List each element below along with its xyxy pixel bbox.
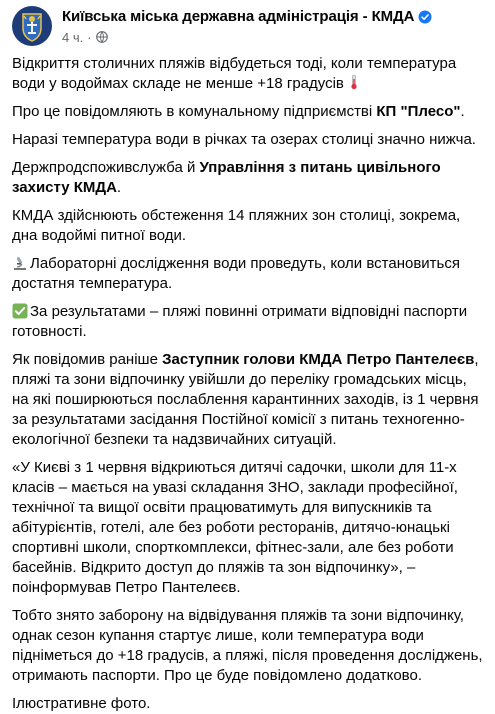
check-mark-emoji (12, 303, 28, 319)
paragraph-text: . (116, 179, 122, 196)
paragraph-text: За результатами – пляжі повинні отримати відповідні паспорти готовності. (12, 303, 468, 340)
meta-separator: · (87, 29, 92, 45)
page-avatar[interactable] (12, 6, 52, 46)
globe-icon[interactable] (96, 31, 108, 43)
header-info (62, 6, 432, 45)
kyiv-coat-of-arms-logo (12, 6, 52, 46)
paragraph (12, 158, 485, 198)
paragraph: «У Києві з 1 червня відкриються дитячі садочки, школи для 11-х класів – мається на увазі складання ЗНО, заклади професійної, технічної та вищої освіти працюватимуть для випускників та абітурієнтів, готелі, але без роботи ресторанів, дитячо-юнацькі спортивні школи, спорткомплекси, фітнес-зали, але без роботи басейнів. Відкрито доступ до пляжів та зон відпочинку», – поінформував Петро Пантелеєв. (12, 459, 458, 596)
paragraph-text: Про це повідомляють в комунальному підприємстві (12, 103, 377, 120)
paragraph: КМДА здійснюють обстеження 14 пляжних зон столиці, зокрема, дна водоймі питної води. (12, 207, 461, 244)
post-body (12, 54, 495, 714)
paragraph: Наразі температура води в річках та озерах столиці значно нижча. (12, 131, 476, 148)
paragraph (12, 102, 485, 122)
paragraph-text: Держпродспоживслужба й (12, 159, 200, 176)
paragraph (12, 302, 485, 342)
paragraph-text: . (460, 103, 465, 120)
verified-badge-icon (418, 10, 432, 24)
thermometer-emoji (347, 74, 361, 90)
bold-person-name: Заступник голови КМДА Петро Пантелеєв (162, 351, 475, 368)
post-header (12, 0, 495, 54)
bold-org-name: Управління з питань цивільного захисту КМДА (12, 159, 441, 196)
page-name-link[interactable]: Київська міська державна адміністрація - КМДА (62, 8, 415, 25)
paragraph-text: Як повідомив раніше (12, 351, 163, 368)
paragraph-text: Відкриття столичних пляжів відбудеться тоді, коли температура води у водоймах складе не менше +18 градусів (12, 55, 457, 92)
bold-org-name: КП "Плесо" (376, 103, 461, 120)
microscope-emoji (12, 255, 28, 271)
post-meta (62, 29, 432, 45)
paragraph (12, 254, 485, 294)
paragraph: Тобто знято заборону на відвідування пляжів та зони відпочинку, однак сезон купання стартує лише, коли температура води підніметься до +18 градусів, а пляжі, після проведення досліджень, отримають паспорти. Про це буде повідомлено додатково. (12, 607, 483, 684)
paragraph-text: Лабораторні дослідження води проведуть, коли встановиться достатня температура. (12, 255, 460, 292)
post-timestamp-link[interactable]: 4 ч. (62, 29, 84, 45)
paragraph: Ілюстративне фото. (12, 695, 151, 712)
paragraph-text: , пляжі та зони відпочинку увійшли до переліку громадських місць, на які поширюються послаблення карантинних заходів, із 1 червня за результатами засідання Постійної комісії з питань техногенно-екологічної безпеки та надзвичайних ситуацій. (12, 351, 479, 448)
paragraph (12, 350, 485, 450)
paragraph (12, 54, 485, 94)
page-name-row (62, 7, 432, 26)
